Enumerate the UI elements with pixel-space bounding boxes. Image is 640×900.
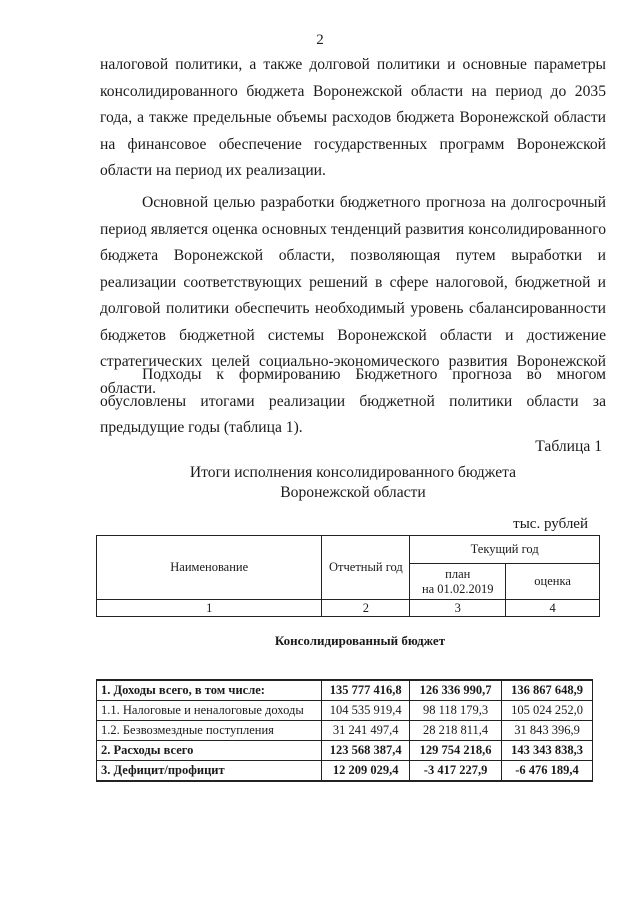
table-row (97, 761, 593, 782)
row-estimate-value: -6 476 189,4 (502, 761, 593, 782)
row-name: 1.2. Безвозмездные поступления (97, 721, 322, 741)
table-row (97, 741, 593, 761)
row-name: 1.1. Налоговые и неналоговые доходы (97, 701, 322, 721)
header-current-year: Текущий год (410, 536, 600, 564)
header-plan-line-1: план (445, 566, 471, 581)
column-number-4: 4 (506, 600, 600, 617)
paragraph-3: Подходы к формированию Бюджетного прогноза во многом обусловлены итогами реализации бюджетной политики области за предыдущие годы (таблица 1). (100, 366, 606, 436)
header-plan-line-2: на 01.02.2019 (421, 581, 494, 596)
row-name: 2. Расходы всего (97, 741, 322, 761)
table-row (97, 721, 593, 741)
row-name: 3. Дефицит/профицит (97, 761, 322, 782)
section-title: Консолидированный бюджет (274, 633, 446, 648)
row-report-value: 123 568 387,4 (322, 741, 410, 761)
row-plan-value: 98 118 179,3 (410, 701, 502, 721)
table-caption: Таблица 1 (535, 438, 602, 455)
row-plan-value: 28 218 811,4 (410, 721, 502, 741)
row-plan-value: 129 754 218,6 (410, 741, 502, 761)
row-report-value: 104 535 919,4 (322, 701, 410, 721)
column-number-2: 2 (322, 600, 410, 617)
paragraph-2: Основной целью разработки бюджетного прогноза на долгосрочный период является оценка основных тенденций развития консолидированного бюджета Воронежской области, позволяющая путем выработки и реализации соответствующих решений в сфере налоговой, бюджетной и долговой политики обеспечить необходимый уровень сбалансированности бюджетов бюджетной системы Воронежской области и достижение стратегических целей социально-экономического развития Воронежской области. (100, 194, 606, 397)
table-title (100, 463, 606, 503)
header-estimate: оценка (506, 564, 600, 600)
row-report-value: 135 777 416,8 (322, 680, 410, 701)
row-report-value: 12 209 029,4 (322, 761, 410, 782)
units-label: тыс. рублей (513, 516, 588, 532)
row-report-value: 31 241 497,4 (322, 721, 410, 741)
table-row (97, 680, 593, 701)
budget-table (96, 679, 593, 782)
row-estimate-value: 136 867 648,9 (502, 680, 593, 701)
column-number-1: 1 (97, 600, 322, 617)
row-estimate-value: 143 343 838,3 (502, 741, 593, 761)
table-row (97, 701, 593, 721)
table-title-line-2: Воронежской области (280, 484, 426, 501)
row-plan-value: 126 336 990,7 (410, 680, 502, 701)
table-header (96, 535, 600, 617)
row-plan-value: -3 417 227,9 (410, 761, 502, 782)
paragraph-1: налоговой политики, а также долговой политики и основные параметры консолидированного бюджета Воронежской области на период до 2035 года, а также предельные объемы расходов бюджета Воронежской области на финансовое обеспечение государственных программ Воронежской области на период их реализации. (100, 56, 606, 179)
row-estimate-value: 31 843 396,9 (502, 721, 593, 741)
header-plan (410, 564, 506, 600)
page-number: 2 (316, 32, 324, 48)
row-name: 1. Доходы всего, в том числе: (97, 680, 322, 701)
table-title-line-1: Итоги исполнения консолидированного бюджета (189, 464, 517, 481)
header-report-year: Отчетный год (322, 536, 410, 600)
row-estimate-value: 105 024 252,0 (502, 701, 593, 721)
header-name: Наименование (97, 536, 322, 600)
column-number-3: 3 (410, 600, 506, 617)
